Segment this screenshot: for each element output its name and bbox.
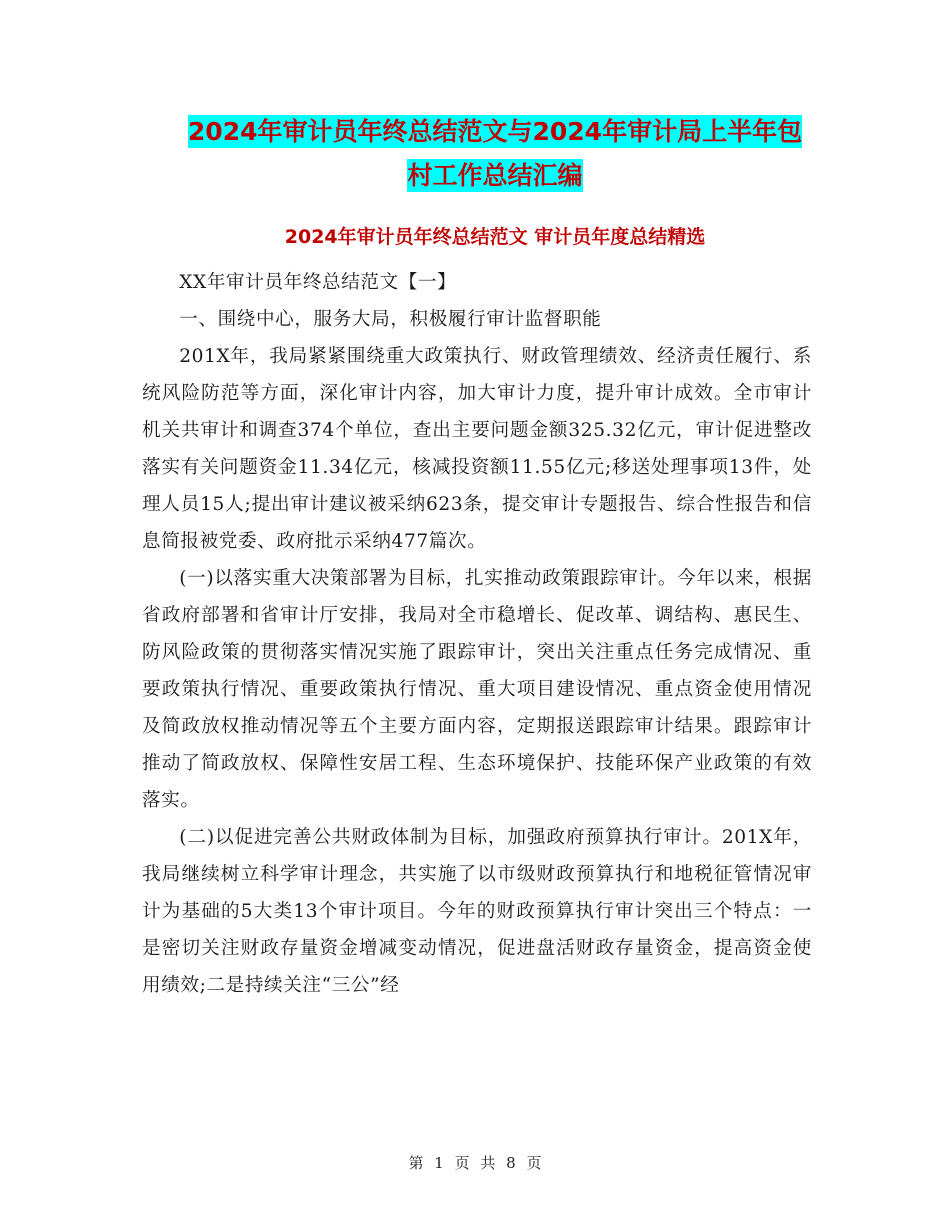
paragraph: 201X年，我局紧紧围绕重大政策执行、财政管理绩效、经济责任履行、系统风险防范等方面，深化审计内容，加大审计力度，提升审计成效。全市审计机关共审计和调查374个单位，查出主要问题金额325.32亿元，审计促进整改落实有关问题资金11.34亿元，核减投资额11.55亿元;移送处理事项13件，处理人员15人;提出审计建议被采纳623条，提交审计专题报告、综合性报告和信息简报被党委、政府批示采纳477篇次。 — [142, 346, 812, 552]
document-body — [142, 264, 812, 1004]
paragraph-section-heading: 一、围绕中心，服务大局，积极履行审计监督职能 — [179, 309, 602, 330]
paragraph: (二)以促进完善公共财政体制为目标，加强政府预算执行审计。201X年，我局继续树立科学审计理念，共实施了以市级财政预算执行和地税征管情况审计为基础的5大类13个审计项目。今年的财政预算执行审计突出三个特点：一是密切关注财政存量资金增减变动情况，促进盘活财政存量资金，提高资金使用绩效;二是持续关注“三公”经 — [142, 827, 812, 996]
title-line-2: 村工作总结汇编 — [407, 161, 583, 190]
section-subtitle: 2024年审计员年终总结范文 审计员年度总结精选 — [284, 226, 706, 248]
title-line-1: 2024年审计员年终总结范文与2024年审计局上半年包 — [187, 117, 803, 146]
paragraph: (一)以落实重大决策部署为目标，扎实推动政策跟踪审计。今年以来，根据省政府部署和省审计厅安排，我局对全市稳增长、促改革、调结构、惠民生、防风险政策的贯彻落实情况实施了跟踪审计，突出关注重点任务完成情况、重要政策执行情况、重要政策执行情况、重大项目建设情况、重点资金使用情况及简政放权推动情况等五个主要方面内容，定期报送跟踪审计结果。跟踪审计推动了简政放权、保障性安居工程、生态环境保护、技能环保产业政策的有效落实。 — [142, 568, 812, 811]
document-title — [140, 110, 850, 198]
page-footer: 第 1 页 共 8 页 — [408, 1154, 542, 1172]
paragraph-heading: XX年审计员年终总结范文【一】 — [179, 272, 457, 293]
